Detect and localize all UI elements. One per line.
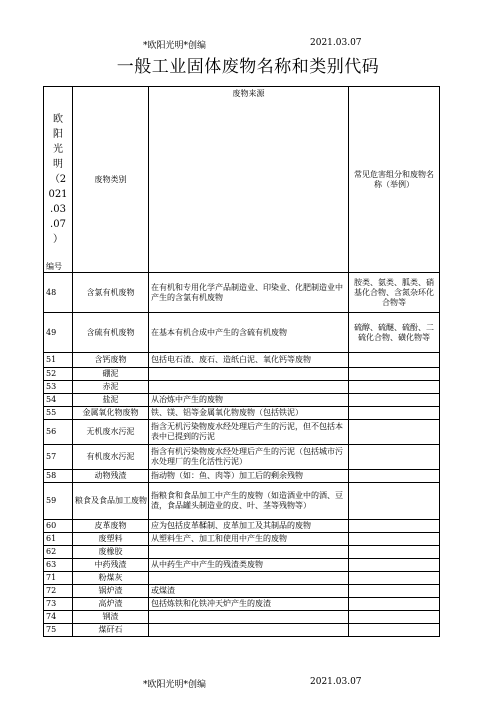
code-cell: 48 [44,273,73,313]
code-cell: 73 [44,598,73,611]
category-cell: 有机废水污泥 [73,445,149,470]
source-cell [149,611,349,624]
hazard-cell [349,546,440,559]
code-cell: 75 [44,624,73,637]
category-cell: 动物残渣 [73,470,149,483]
table-row [44,520,440,533]
table-row [44,445,440,470]
category-cell: 含硫有机废物 [73,313,149,353]
table-row [44,559,440,572]
code-cell: 72 [44,585,73,598]
code-cell: 62 [44,546,73,559]
hazard-cell [349,483,440,520]
code-cell: 63 [44,559,73,572]
code-cell: 58 [44,470,73,483]
hazard-cell [349,624,440,637]
table-row [44,483,440,520]
hazard-cell [349,533,440,546]
code-header-char: 欧 [53,114,63,125]
table-row [44,353,440,368]
category-cell: 皮革废物 [73,520,149,533]
category-cell: 中药残渣 [73,559,149,572]
code-cell: 74 [44,611,73,624]
table-row [44,381,440,394]
category-cell: 金属氧化物废物 [73,407,149,420]
table-row [44,572,440,585]
category-cell: 废塑料 [73,533,149,546]
hazard-cell [349,394,440,407]
category-cell: 粉煤灰 [73,572,149,585]
table-row [44,394,440,407]
table-row [44,546,440,559]
source-cell: 从冶炼中产生的废物 [149,394,349,407]
category-header: 废物类别 [73,87,149,273]
hazard-cell [349,420,440,445]
source-cell: 包括电石渣、废石、造纸白泥、氧化钙等废物 [149,353,349,368]
category-cell: 赤泥 [73,381,149,394]
code-header-char: 阳 [53,129,63,140]
source-cell [149,624,349,637]
code-header-char: ） [53,234,63,245]
hazard-cell [349,598,440,611]
table-row [44,470,440,483]
hazard-cell [349,559,440,572]
header-date: 2021.03.07 [310,38,362,48]
source-cell: 从中药生产中产生的残渣类废物 [149,559,349,572]
source-cell: 或煤渣 [149,585,349,598]
code-header-char: （2 [49,174,67,185]
table-header-row [44,87,440,273]
source-cell: 在有机和专用化学产品制造业、印染业、化肥制造业中产生的含氯有机废物 [149,273,349,313]
header-author: *欧阳光明*创编 [143,41,207,51]
hazard-cell [349,611,440,624]
code-cell: 53 [44,381,73,394]
code-header-char: 明 [53,159,63,170]
hazard-cell [349,381,440,394]
category-cell: 锅炉渣 [73,585,149,598]
category-cell: 盐泥 [73,394,149,407]
source-cell: 在基本有机合成中产生的含硫有机废物 [149,313,349,353]
hazard-cell [349,445,440,470]
table-row [44,407,440,420]
category-cell: 粮食及食品加工废物 [73,483,149,520]
code-cell: 49 [44,313,73,353]
code-cell: 56 [44,420,73,445]
code-header-label: 编号 [46,262,62,271]
code-cell: 54 [44,394,73,407]
code-cell: 52 [44,368,73,381]
table-row [44,420,440,445]
table-row [44,624,440,637]
waste-code-table [43,86,440,637]
source-cell [149,572,349,585]
source-cell [149,381,349,394]
code-header-vertical-text [46,112,70,247]
source-cell: 指含有机污染物废水经处理后产生的污泥（包括城市污水处理厂的生化活性污泥） [149,445,349,470]
source-cell: 从塑料生产、加工和使用中产生的废物 [149,533,349,546]
hazard-cell [349,572,440,585]
code-cell: 60 [44,520,73,533]
hazard-cell [349,368,440,381]
category-cell: 硼泥 [73,368,149,381]
category-cell: 含钙废物 [73,353,149,368]
code-cell: 51 [44,353,73,368]
source-cell: 应为包括皮革鞣制、皮革加工及其制品的废物 [149,520,349,533]
footer-date: 2021.03.07 [310,677,362,687]
hazard-cell [349,353,440,368]
source-cell: 铁、镁、铝等金属氧化物废物（包括铁泥） [149,407,349,420]
category-cell: 含氯有机废物 [73,273,149,313]
category-cell: 钢渣 [73,611,149,624]
source-cell: 指含无机污染物废水经处理后产生的污泥，但不包括本表中已提到的污泥 [149,420,349,445]
source-cell: 指粮食和食品加工中产生的废物（如造酒业中的酒、豆渣，食品罐头制造业的皮、叶、茎等残物等） [149,483,349,520]
source-cell: 指动物（如：鱼、肉等）加工后的剩余残物 [149,470,349,483]
hazard-cell: 胺类、氨类、胍类、硝基化合物、含氮杂环化合物等 [349,273,440,313]
table-row [44,611,440,624]
source-cell [149,368,349,381]
hazard-header: 常见危害组分和废物名称（举例） [349,87,440,273]
source-cell: 包括炼铁和化铁冲天炉产生的废渣 [149,598,349,611]
hazard-cell [349,470,440,483]
hazard-cell [349,407,440,420]
code-cell: 59 [44,483,73,520]
category-cell: 废橡胶 [73,546,149,559]
category-cell: 煤矸石 [73,624,149,637]
table-row [44,585,440,598]
table-row [44,273,440,313]
code-cell: 55 [44,407,73,420]
code-header-char: 021 [48,189,68,200]
code-cell: 57 [44,445,73,470]
hazard-cell [349,520,440,533]
code-header-cell [44,87,73,273]
hazard-cell: 硫醇、硫醚、硫酚、二硫化合物、磺化物等 [349,313,440,353]
table-row [44,533,440,546]
source-cell [149,546,349,559]
hazard-cell [349,585,440,598]
page-title: 一般工业固体废物名称和类别代码 [116,57,380,77]
footer-author: *欧阳光明*创编 [143,680,207,690]
source-header: 废物来源 [149,87,349,273]
code-cell: 61 [44,533,73,546]
code-header-char: .03 [50,204,66,215]
code-header-char: .07 [50,219,66,230]
code-cell: 71 [44,572,73,585]
table-row [44,368,440,381]
table-row [44,598,440,611]
category-cell: 高炉渣 [73,598,149,611]
code-header-char: 光 [53,144,63,155]
table-row [44,313,440,353]
category-cell: 无机废水污泥 [73,420,149,445]
